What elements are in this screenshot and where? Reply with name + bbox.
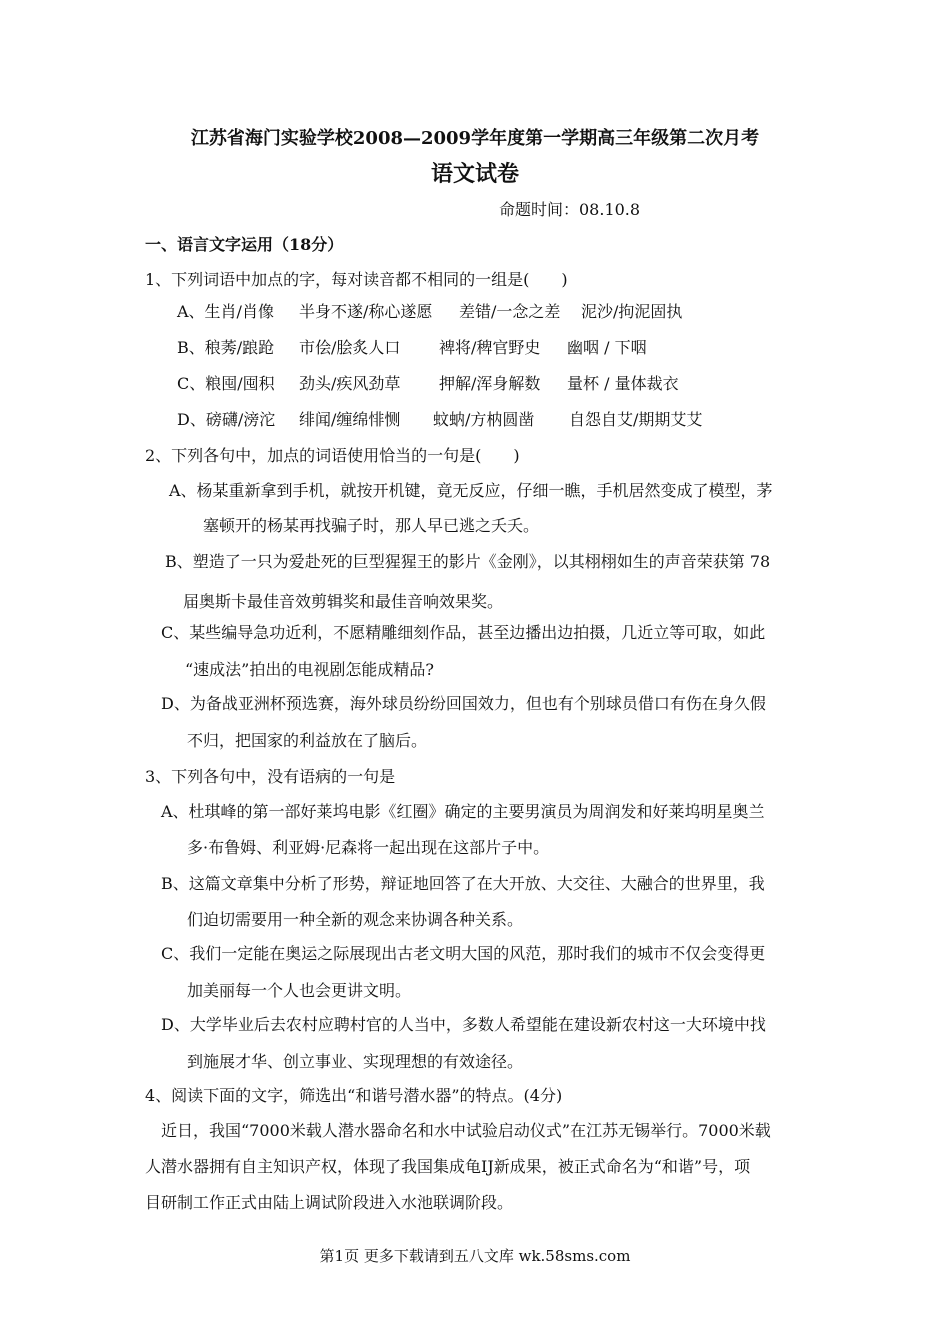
exam-subtitle: 语文试卷 bbox=[430, 161, 519, 187]
page-footer: 第1页 更多下载请到五八文库 wk.58sms.com bbox=[319, 1247, 631, 1265]
q1-c-item: 劲头/疾风劲草 bbox=[299, 374, 401, 393]
q4-passage-line3: 目研制工作正式由陆上调试阶段进入水池联调阶段。 bbox=[145, 1193, 514, 1212]
q1-d-item: D、磅礴/滂沱 bbox=[177, 410, 276, 429]
q1-d-item: 自怨自艾/期期艾艾 bbox=[569, 410, 703, 429]
q3-option-b-line1: B、这篇文章集中分析了形势，辩证地回答了在大开放、大交往、大融合的世界里，我 bbox=[161, 874, 765, 893]
q1-a-item: 差错/一念之差 bbox=[459, 302, 561, 321]
q1-b-item: 市侩/脍炙人口 bbox=[299, 338, 401, 357]
q1-d-item: 绯闻/缠绵悱恻 bbox=[299, 410, 401, 429]
q2-option-a-line1: A、杨某重新拿到手机，就按开机键，竟无反应，仔细一瞧，手机居然变成了模型，茅 bbox=[169, 481, 773, 500]
q1-c-item: C、粮囤/囤积 bbox=[177, 374, 275, 393]
section-heading: 一、语言文字运用（18分） bbox=[145, 235, 344, 254]
q3-option-b-line2: 们迫切需要用一种全新的观念来协调各种关系。 bbox=[187, 910, 524, 929]
q2-option-c-line2: “速成法”拍出的电视剧怎能成精品? bbox=[185, 660, 434, 679]
q3-option-c-line1: C、我们一定能在奥运之际展现出古老文明大国的风范，那时我们的城市不仅会变得更 bbox=[161, 944, 766, 963]
q1-b-item: 幽咽 / 下咽 bbox=[567, 338, 647, 357]
q2-stem: 2、下列各句中，加点的词语使用恰当的一句是( ) bbox=[145, 446, 520, 465]
q1-c-item: 押解/浑身解数 bbox=[439, 374, 541, 393]
q1-a-item: A、生肖/肖像 bbox=[177, 302, 274, 321]
exam-date: 命题时间：08.10.8 bbox=[499, 200, 641, 219]
q2-option-a-line2: 塞顿开的杨某再找骗子时，那人早已逃之夭夭。 bbox=[203, 516, 540, 535]
q1-d-item: 蚊蚋/方枘圆凿 bbox=[433, 410, 535, 429]
q1-a-item: 半身不遂/称心遂愿 bbox=[299, 302, 433, 321]
q2-option-d-line2: 不归，把国家的利益放在了脑后。 bbox=[187, 731, 428, 750]
q1-option-c bbox=[177, 374, 679, 394]
q1-b-item: 裨将/稗官野史 bbox=[439, 338, 541, 357]
q3-option-a-line1: A、杜琪峰的第一部好莱坞电影《红圈》确定的主要男演员为周润发和好莱坞明星奥兰 bbox=[161, 802, 765, 821]
q3-option-c-line2: 加美丽每一个人也会更讲文明。 bbox=[187, 981, 412, 1000]
q3-option-d-line2: 到施展才华、创立事业、实现理想的有效途径。 bbox=[187, 1052, 524, 1071]
q1-option-d bbox=[177, 410, 702, 430]
q3-option-a-line2: 多·布鲁姆、利亚姆·尼森将一起出现在这部片子中。 bbox=[187, 838, 550, 857]
q4-passage-line2: 人潜水器拥有自主知识产权，体现了我国集成龟IJ新成果，被正式命名为“和谐”号，项 bbox=[145, 1157, 751, 1176]
q2-option-b-line2: 届奥斯卡最佳音效剪辑奖和最佳音响效果奖。 bbox=[183, 592, 504, 611]
q4-stem: 4、阅读下面的文字，筛选出“和谐号潜水器”的特点。(4分) bbox=[145, 1086, 563, 1105]
q1-b-item: B、稂莠/踉跄 bbox=[177, 338, 275, 357]
q2-option-d-line1: D、为备战亚洲杯预选赛，海外球员纷纷回国效力，但也有个别球员借口有伤在身久假 bbox=[161, 694, 766, 713]
q3-stem: 3、下列各句中，没有语病的一句是 bbox=[145, 767, 396, 786]
exam-title: 江苏省海门实验学校2008—2009学年度第一学期高三年级第二次月考 bbox=[190, 128, 760, 149]
q1-a-item: 泥沙/拘泥固执 bbox=[581, 302, 683, 321]
q1-option-a bbox=[177, 302, 682, 322]
q2-option-c-line1: C、某些编导急功近利，不愿精雕细刻作品，甚至边播出边拍摄，几近立等可取，如此 bbox=[161, 623, 766, 642]
q1-stem: 1、下列词语中加点的字，每对读音都不相同的一组是( ) bbox=[145, 270, 568, 289]
q3-option-d-line1: D、大学毕业后去农村应聘村官的人当中，多数人希望能在建设新农村这一大环境中找 bbox=[161, 1015, 766, 1034]
q2-option-b-line1: B、塑造了一只为爱赴死的巨型猩猩王的影片《金刚》，以其栩栩如生的声音荣获第 78 bbox=[165, 552, 771, 571]
q1-option-b bbox=[177, 338, 647, 358]
q4-passage-line1: 近日，我国“7000米载人潜水器命名和水中试验启动仪式”在江苏无锡举行。7000米载 bbox=[161, 1121, 771, 1140]
q1-c-item: 量杯 / 量体裁衣 bbox=[567, 374, 679, 393]
